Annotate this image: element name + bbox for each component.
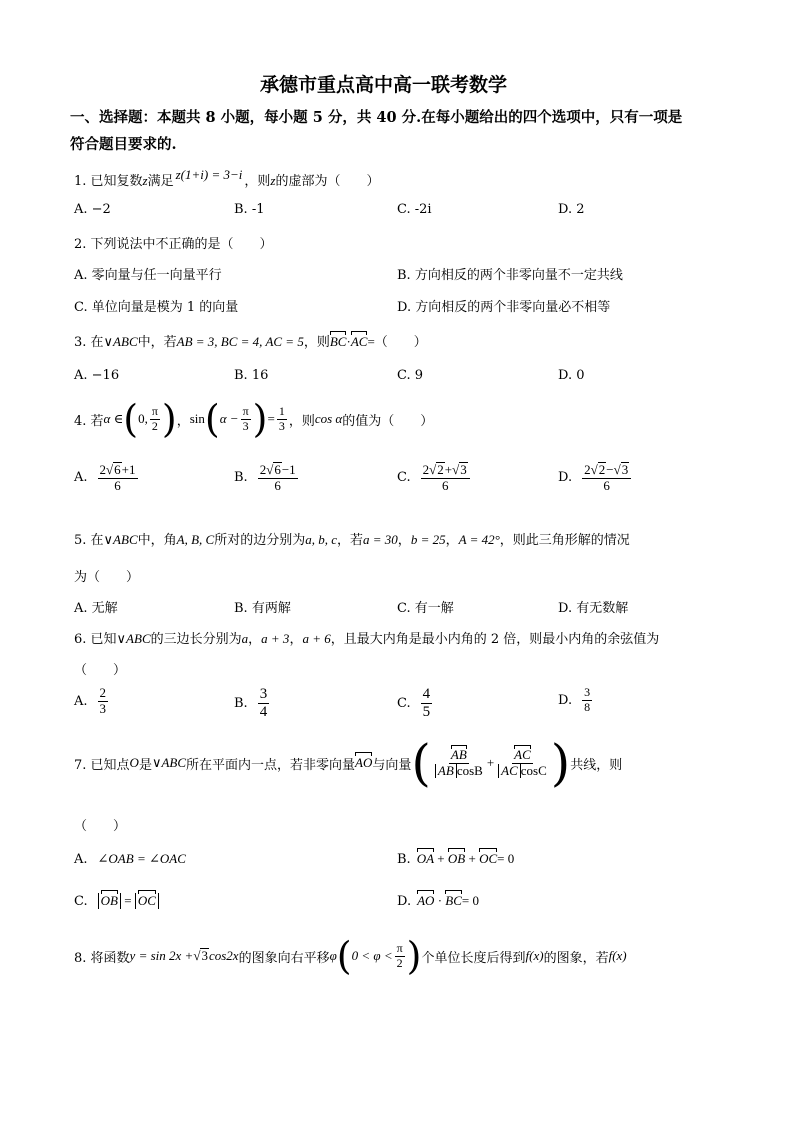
q7-cosB: cosB bbox=[456, 762, 483, 778]
question-8-stem: 8. 将函数 y = sin 2x + √ 3 cos2x 的图象向右平移 φ ( 0 < φ < $\frac{\pi}{2}$ ) 个单位长度后得到 f(x) 的图象，若 f(x) bbox=[74, 934, 627, 978]
q3-vector-ac: AC bbox=[350, 334, 368, 349]
q4-c-coef: 2 bbox=[422, 462, 430, 477]
q7-option-d: D. AO · BC= 0 bbox=[397, 893, 479, 909]
question-1-stem bbox=[74, 167, 380, 189]
q5-option-c: C. 有一解 bbox=[397, 601, 454, 616]
q4-a-coef: 2 bbox=[99, 462, 107, 477]
q4-interval-left: 0, bbox=[138, 411, 148, 426]
q3-triangle: ∨ABC bbox=[103, 334, 138, 349]
q4-alpha-in: α ∈ bbox=[103, 411, 124, 426]
q7-vector-ao: AO bbox=[355, 755, 373, 770]
question-7-stem: 7. 已知点 O 是 ∨ABC 所在平面内一点，若非零向量 AO 与向量 ( $\frac{AB}{\text{AB cosB}}$ + $\frac{AC}{\text{AC cosC}}$ ) 共线，则 bbox=[74, 734, 623, 792]
q1-pre: 1. 已知复数 bbox=[74, 174, 143, 189]
q6-pre: 6. 已知 bbox=[74, 632, 117, 647]
section-heading-line2: 符合题目要求的. bbox=[70, 136, 177, 153]
q7-triangle: ∨ABC bbox=[151, 755, 187, 770]
q6-s1: a bbox=[241, 631, 249, 646]
q4-d-label: D. bbox=[558, 470, 573, 486]
q5-post: ，则此三角形解的情况 bbox=[499, 533, 630, 548]
q7-frac1-abs: AB bbox=[435, 764, 457, 779]
q3-option-a: A. −16 bbox=[74, 368, 120, 383]
q3-mid: 中，若 bbox=[137, 335, 177, 350]
q6-b-den: 4 bbox=[259, 704, 268, 721]
q4-eq: = bbox=[267, 411, 275, 426]
q8-pre: 8. 将函数 bbox=[74, 950, 130, 966]
q7-b-v1: OA bbox=[416, 851, 435, 866]
q4-option-a: A. $\frac{2√6+1}{6}$ bbox=[74, 462, 136, 493]
q7-mid: 是 bbox=[138, 757, 152, 773]
q1-option-d: D. 2 bbox=[558, 202, 585, 217]
q4-a-rad: 6 bbox=[114, 462, 121, 477]
q5-b: b = 25 bbox=[410, 532, 446, 547]
q7-option-a bbox=[74, 851, 186, 867]
q5-line2: 为（ ） bbox=[74, 570, 140, 585]
q4-three: 3 bbox=[278, 418, 285, 433]
q7-c-v1: OB bbox=[100, 893, 118, 908]
q3-option-d: D. 0 bbox=[558, 368, 585, 383]
q7-cosC: cosC bbox=[520, 762, 547, 778]
q4-post: ，则 bbox=[288, 413, 315, 429]
q1-post: ，则 bbox=[244, 174, 271, 189]
question-4-stem: 4. 若 α ∈ ( 0, $\frac{\pi}{2}$ ) ， sin ( α − $\frac{\pi}{3}$ ) = $\frac{1}{3}$ ，则 cos α 的值为（ ） bbox=[74, 397, 434, 441]
q7-b-end: = 0 bbox=[497, 851, 515, 866]
q8-r3: 3 bbox=[201, 948, 208, 964]
q5-pre: 5. 在 bbox=[74, 533, 104, 548]
q5-A: A = 42° bbox=[458, 532, 500, 547]
q7-c-v2: OC bbox=[137, 893, 156, 908]
q7-pre: 7. 已知点 bbox=[74, 757, 130, 773]
q7-frac1-num: AB bbox=[450, 746, 467, 762]
q7-post: 共线，则 bbox=[570, 757, 623, 773]
q4-c-label: C. bbox=[397, 470, 411, 486]
q4-two: 2 bbox=[151, 418, 158, 433]
q7-mid2: 所在平面内一点，若非零向量 bbox=[186, 757, 356, 773]
q1-post2: 的虚部为（ ） bbox=[275, 174, 380, 189]
q7-frac2-abs: AC bbox=[498, 764, 521, 779]
q4-pi3-num: π bbox=[242, 403, 249, 418]
q4-pi3-den: 3 bbox=[242, 418, 249, 433]
q4-end: 的值为（ ） bbox=[342, 413, 434, 429]
q1-z: z bbox=[142, 173, 148, 188]
q4-alpha-minus: α − bbox=[219, 411, 239, 426]
q5-mid2: 所对的边分别为 bbox=[214, 533, 306, 548]
q4-pi: π bbox=[151, 403, 158, 418]
q8-cond: 0 < φ < bbox=[351, 948, 393, 963]
q4-d-rad: 2 bbox=[598, 462, 606, 477]
q1-option-c: C. -2i bbox=[397, 202, 432, 217]
q4-option-b: B. $\frac{2√6-1}{6}$ bbox=[234, 462, 296, 493]
q7-mid3: 与向量 bbox=[372, 757, 412, 773]
q1-mid: 满足 bbox=[147, 174, 174, 189]
q7-option-b: B. OA + OB + OC= 0 bbox=[397, 851, 515, 867]
q6-d-den: 8 bbox=[584, 699, 591, 714]
q5-option-a: A. 无解 bbox=[74, 601, 118, 616]
q7-b-v3: OC bbox=[479, 851, 498, 866]
q3-pre: 3. 在 bbox=[74, 335, 104, 350]
q4-b-coef: 2 bbox=[259, 462, 267, 477]
q7-d-v1: AO bbox=[417, 893, 435, 908]
q4-b-label: B. bbox=[234, 470, 248, 486]
q5-triangle: ∨ABC bbox=[103, 532, 138, 547]
q5-angles: A, B, C bbox=[176, 532, 215, 547]
q8-phi: φ bbox=[329, 948, 337, 963]
q8-mid2: 个单位长度后得到 bbox=[421, 950, 526, 966]
q4-sin: sin bbox=[189, 411, 205, 426]
question-6-stem: 6. 已知∨ABC的三边长分别为a，a + 3，a + 6，且最大内角是最小内角的 2 倍，则最小内角的余弦值为 bbox=[74, 631, 660, 647]
q1-option-b: B. -1 bbox=[234, 202, 265, 217]
q4-c-den: 6 bbox=[441, 477, 449, 493]
q6-s3: a + 6 bbox=[302, 631, 331, 646]
q6-option-a bbox=[74, 686, 110, 717]
q5-option-b: B. 有两解 bbox=[234, 601, 291, 616]
q3-end: =（ ） bbox=[367, 334, 427, 349]
question-2-stem: 2. 下列说法中不正确的是（ ） bbox=[74, 237, 273, 252]
q7-a-math: ∠OAB = ∠OAC bbox=[97, 851, 186, 866]
q1-option-a: A. −2 bbox=[74, 202, 111, 217]
q7-d-end: = 0 bbox=[461, 893, 479, 908]
q1-z2: z bbox=[270, 173, 276, 188]
q3-post: ，则 bbox=[303, 335, 330, 350]
question-5-stem: 5. 在∨ABC中，角A, B, C所对的边分别为a, b, c，若a = 30，b = 25，A = 42°，则此三角形解的情况 bbox=[74, 532, 630, 548]
q8-pi: π bbox=[396, 940, 403, 955]
q6-c-num: 4 bbox=[421, 686, 433, 704]
q4-one: 1 bbox=[278, 403, 285, 418]
q6-c-label: C. bbox=[397, 696, 411, 712]
q8-fx: f(x) bbox=[525, 948, 544, 963]
q8-func2: cos2x bbox=[208, 948, 239, 963]
q7-d-label: D. bbox=[397, 894, 412, 909]
q4-d-den: 6 bbox=[603, 477, 610, 493]
q2-option-b: B. 方向相反的两个非零向量不一定共线 bbox=[397, 268, 623, 283]
q8-fx2: f(x) bbox=[608, 948, 627, 963]
q4-pre: 4. 若 bbox=[74, 413, 104, 429]
q1-equation: z(1+i) = 3−i bbox=[175, 167, 243, 182]
q2-option-d: D. 方向相反的两个非零向量必不相等 bbox=[397, 300, 611, 315]
q7-option-c: C. OB = OC bbox=[74, 893, 159, 909]
q4-c-rad2: 3 bbox=[460, 462, 467, 477]
q6-post: ，且最大内角是最小内角的 2 倍，则最小内角的余弦值为 bbox=[330, 632, 660, 647]
q6-mid: 的三边长分别为 bbox=[150, 632, 242, 647]
q4-cos: cos α bbox=[314, 411, 343, 426]
q4-d-coef: 2 bbox=[584, 462, 591, 477]
q6-d-label: D. bbox=[558, 692, 573, 708]
q5-mid: 中，角 bbox=[137, 533, 177, 548]
q6-s2: a + 3 bbox=[261, 631, 290, 646]
q7-frac2-num: AC bbox=[514, 746, 531, 762]
q6-option-c bbox=[397, 686, 434, 722]
q4-d-rad2: 3 bbox=[621, 462, 629, 477]
q6-option-d bbox=[558, 686, 594, 715]
q6-a-num: 2 bbox=[99, 685, 107, 700]
q5-a: a = 30 bbox=[363, 532, 398, 547]
q6-d-num: 3 bbox=[584, 685, 591, 699]
q7-line2: （ ） bbox=[74, 819, 127, 834]
q4-b-den: 6 bbox=[274, 477, 281, 493]
q4-option-d: D. $\frac{2√2-√3}{6}$ bbox=[558, 462, 633, 494]
page-title: 承德市重点高中高一联考数学 bbox=[260, 74, 508, 96]
q7-O: O bbox=[129, 755, 139, 770]
q6-a-label: A. bbox=[74, 693, 88, 709]
q4-a-den: 6 bbox=[114, 477, 121, 493]
q4-c-rad: 2 bbox=[437, 462, 444, 477]
q3-vector-bc: BC bbox=[329, 334, 347, 349]
q2-option-a: A. 零向量与任一向量平行 bbox=[74, 268, 222, 283]
q6-line2: （ ） bbox=[74, 663, 127, 678]
q3-option-b: B. 16 bbox=[234, 368, 269, 383]
question-3-stem bbox=[74, 331, 427, 350]
section-heading-line1: 一、选择题：本题共 8 小题，每小题 5 分，共 40 分.在每小题给出的四个选项中，只有一项是 bbox=[70, 109, 683, 126]
q8-mid: 的图象向右平移 bbox=[238, 950, 330, 966]
q6-b-label: B. bbox=[234, 696, 248, 712]
q3-option-c: C. 9 bbox=[397, 368, 424, 383]
q7-b-label: B. bbox=[397, 852, 411, 867]
q8-func: y = sin 2x + bbox=[129, 948, 194, 963]
q6-b-num: 3 bbox=[258, 686, 270, 704]
q6-option-b bbox=[234, 686, 271, 722]
q5-option-d: D. 有无数解 bbox=[558, 601, 629, 616]
q5-mid3: ，若 bbox=[337, 533, 364, 548]
q5-sides: a, b, c bbox=[305, 532, 337, 547]
q4-c-op: + bbox=[444, 462, 453, 477]
q6-a-den: 3 bbox=[99, 700, 107, 716]
q4-option-c: C. $\frac{2√2+√3}{6}$ bbox=[397, 462, 472, 494]
q4-a-rest: +1 bbox=[121, 462, 136, 477]
q3-condition: AB = 3, BC = 4, AC = 5 bbox=[176, 334, 304, 349]
q3-dot: · bbox=[346, 334, 351, 349]
q7-c-label: C. bbox=[74, 894, 88, 909]
q7-a-label: A. bbox=[74, 852, 88, 867]
q4-b-rest: −1 bbox=[281, 462, 296, 477]
q4-a-label: A. bbox=[74, 470, 88, 486]
q8-post: 的图象，若 bbox=[543, 950, 609, 966]
q6-c-den: 5 bbox=[422, 704, 431, 721]
q4-d-op: − bbox=[606, 462, 614, 477]
q7-plus: + bbox=[486, 755, 495, 770]
q7-b-v2: OB bbox=[447, 851, 466, 866]
q6-triangle: ∨ABC bbox=[116, 631, 151, 646]
q8-two: 2 bbox=[396, 955, 403, 970]
q4-b-rad: 6 bbox=[274, 462, 281, 477]
q2-option-c: C. 单位向量是模为 1 的向量 bbox=[74, 300, 239, 315]
q7-d-v2: BC bbox=[445, 893, 462, 908]
